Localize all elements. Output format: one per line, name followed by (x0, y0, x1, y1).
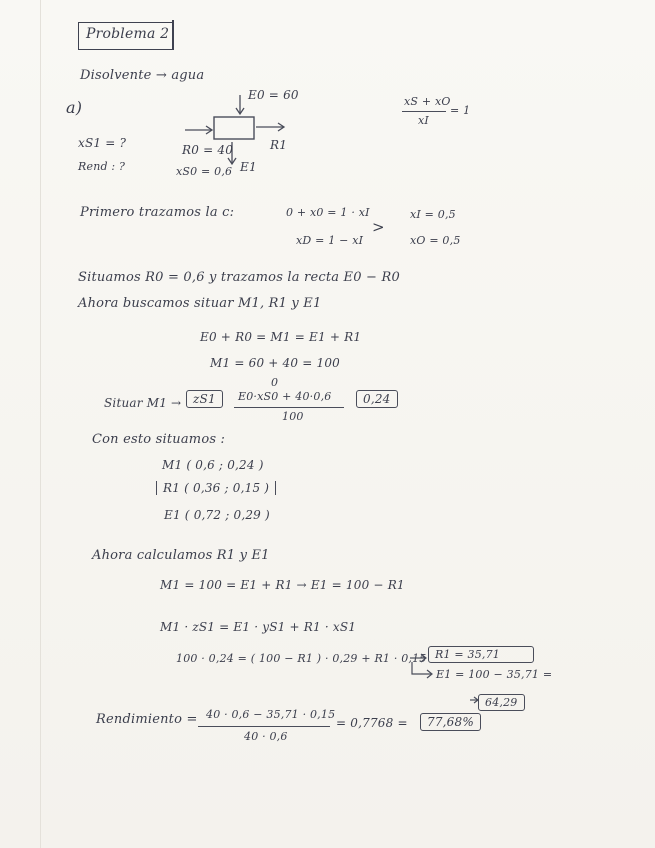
unknown-xs: xS1 = ? (78, 136, 127, 150)
yield-label: Rendimiento = (96, 712, 198, 727)
result-e1-expr: E1 = 100 − 35,71 = (436, 668, 553, 681)
result-e1: 64,29 (478, 694, 525, 711)
balance-eq-1: E0 + R0 = M1 = E1 + R1 (200, 330, 362, 344)
step-1-arrow: > (372, 218, 385, 236)
part-label: a) (66, 98, 83, 117)
point-m1: M1 ( 0,6 ; 0,24 ) (162, 458, 264, 472)
step-4-text: Con esto situamos : (92, 432, 226, 447)
step-1-xo: xO = 0,5 (410, 234, 461, 247)
calc-eq-1: M1 = 100 = E1 + R1 → E1 = 100 − R1 (160, 578, 405, 592)
step-1-text: Primero trazamos la c: (80, 205, 235, 220)
yield-numerator: 40 · 0,6 − 35,71 · 0,15 (206, 708, 336, 721)
sum-numerator: xS + xO (404, 95, 451, 108)
step-2-text: Situamos R0 = 0,6 y trazamos la recta E0 − R0 (78, 270, 400, 285)
solvent-line: Disolvente → agua (80, 68, 205, 83)
diagram-e0: E0 = 60 (248, 88, 299, 102)
yield-percent: 77,68% (420, 713, 481, 731)
diagram-r1: R1 (270, 138, 288, 152)
locate-zs1: zS1 (186, 390, 223, 408)
result-r1: R1 = 35,71 (428, 646, 534, 663)
yield-denominator: 40 · 0,6 (244, 730, 288, 743)
diagram-r0: R0 = 40 (182, 143, 234, 157)
step-1-eq2: xD = 1 − xI (296, 234, 364, 247)
page-title: Problema 2 (86, 26, 170, 42)
step-1-xi: xI = 0,5 (410, 208, 456, 221)
point-r1: R1 ( 0,36 ; 0,15 ) (156, 481, 276, 495)
locate-zero-mark: 0 (271, 376, 279, 389)
unknown-rend: Rend : ? (78, 160, 126, 173)
calc-eq-3: 100 · 0,24 = ( 100 − R1 ) · 0,29 + R1 · 0,15 (176, 652, 427, 665)
locate-result: 0,24 (356, 390, 398, 408)
diagram-xs0: xS0 = 0,6 (176, 165, 233, 178)
calc-eq-2: M1 · zS1 = E1 · yS1 + R1 · xS1 (160, 620, 357, 634)
yield-value: = 0,7768 = (336, 716, 408, 730)
point-e1: E1 ( 0,72 ; 0,29 ) (164, 508, 270, 522)
step-5-text: Ahora calculamos R1 y E1 (92, 548, 270, 563)
diagram-e1: E1 (240, 160, 257, 174)
step-3-text: Ahora buscamos situar M1, R1 y E1 (78, 296, 322, 311)
locate-denominator: 100 (282, 410, 304, 423)
step-1-eq1: 0 + x0 = 1 · xI (286, 206, 370, 219)
locate-numerator: E0·xS0 + 40·0,6 (238, 390, 332, 403)
sum-result: = 1 (450, 104, 471, 117)
locate-m1-label: Situar M1 → (104, 396, 182, 410)
balance-eq-2: M1 = 60 + 40 = 100 (210, 356, 341, 370)
yield-fraction-line (198, 726, 330, 727)
sum-denominator: xI (418, 114, 429, 127)
